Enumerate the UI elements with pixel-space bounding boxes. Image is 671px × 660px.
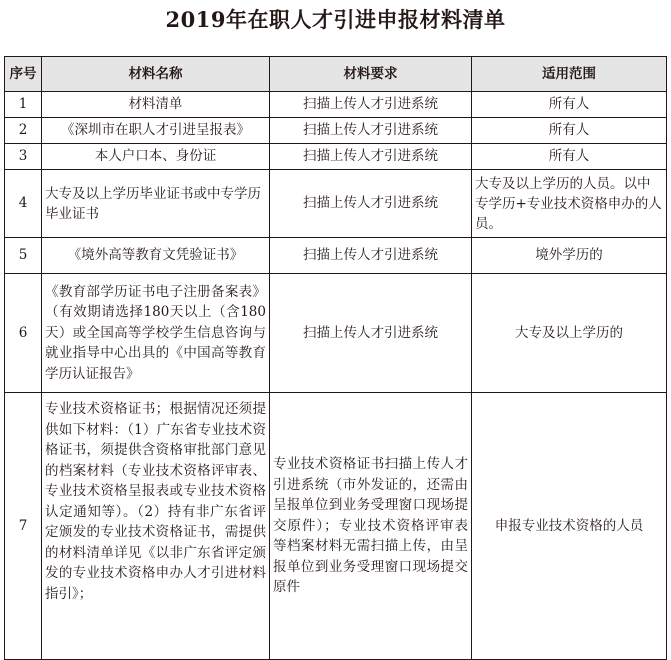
row-no: 2	[5, 118, 42, 144]
row-no: 6	[5, 274, 42, 393]
header-seq: 序号	[5, 57, 42, 92]
header-material-requirement: 材料要求	[270, 57, 472, 92]
table-row	[5, 118, 667, 144]
row-no: 5	[5, 238, 42, 274]
row-scope: 所有人	[472, 144, 667, 170]
row-material-name: 《教育部学历证书电子注册备案表》（有效期请选择180天以上（含180天）或全国高等学校学生信息咨询与就业指导中心出具的《中国高等教育学历认证报告》	[42, 274, 270, 393]
row-material-name: 《深圳市在职人才引进呈报表》	[42, 118, 270, 144]
materials-table	[4, 56, 667, 660]
row-requirement: 扫描上传人才引进系统	[270, 274, 472, 393]
row-requirement: 扫描上传人才引进系统	[270, 92, 472, 118]
row-no: 3	[5, 144, 42, 170]
row-requirement: 扫描上传人才引进系统	[270, 170, 472, 238]
row-no: 4	[5, 170, 42, 238]
row-material-name: 大专及以上学历毕业证书或中专学历毕业证书	[42, 170, 270, 238]
row-requirement: 扫描上传人才引进系统	[270, 144, 472, 170]
row-requirement: 扫描上传人才引进系统	[270, 118, 472, 144]
header-scope: 适用范围	[472, 57, 667, 92]
row-requirement: 扫描上传人才引进系统	[270, 238, 472, 274]
row-material-name: 材料清单	[42, 92, 270, 118]
row-requirement: 专业技术资格证书扫描上传人才引进系统（市外发证的，还需由呈报单位到业务受理窗口现场提交原件）；专业技术资格评审表等档案材料无需扫描上传，由呈报单位到业务受理窗口现场提交原件	[270, 393, 472, 660]
row-material-name: 《境外高等教育文凭验证书》	[42, 238, 270, 274]
table-row	[5, 393, 667, 660]
row-scope: 境外学历的	[472, 238, 667, 274]
document-title: 2019年在职人才引进申报材料清单	[165, 7, 506, 32]
row-scope: 大专及以上学历的	[472, 274, 667, 393]
table-header-row	[5, 57, 667, 92]
row-no: 7	[5, 393, 42, 660]
table-row	[5, 238, 667, 274]
row-no: 1	[5, 92, 42, 118]
table-row	[5, 92, 667, 118]
row-scope: 所有人	[472, 118, 667, 144]
table-row	[5, 170, 667, 238]
row-scope: 大专及以上学历的人员。以中专学历+专业技术资格申办的人员。	[472, 170, 667, 238]
table-row	[5, 144, 667, 170]
header-material-name: 材料名称	[42, 57, 270, 92]
row-scope: 申报专业技术资格的人员	[472, 393, 667, 660]
row-material-name: 本人户口本、身份证	[42, 144, 270, 170]
row-scope: 所有人	[472, 92, 667, 118]
row-material-name: 专业技术资格证书；根据情况还须提供如下材料：（1）广东省专业技术资格证书，须提供含资格审批部门意见的档案材料（专业技术资格评审表、专业技术资格呈报表或专业技术资格认定通知等）。（2）持有非广东省评定颁发的专业技术资格证书，需提供的材料清单详见《以非广东省评定颁发的专业技术资格申办人才引进材料指引》；	[42, 393, 270, 660]
table-row	[5, 274, 667, 393]
